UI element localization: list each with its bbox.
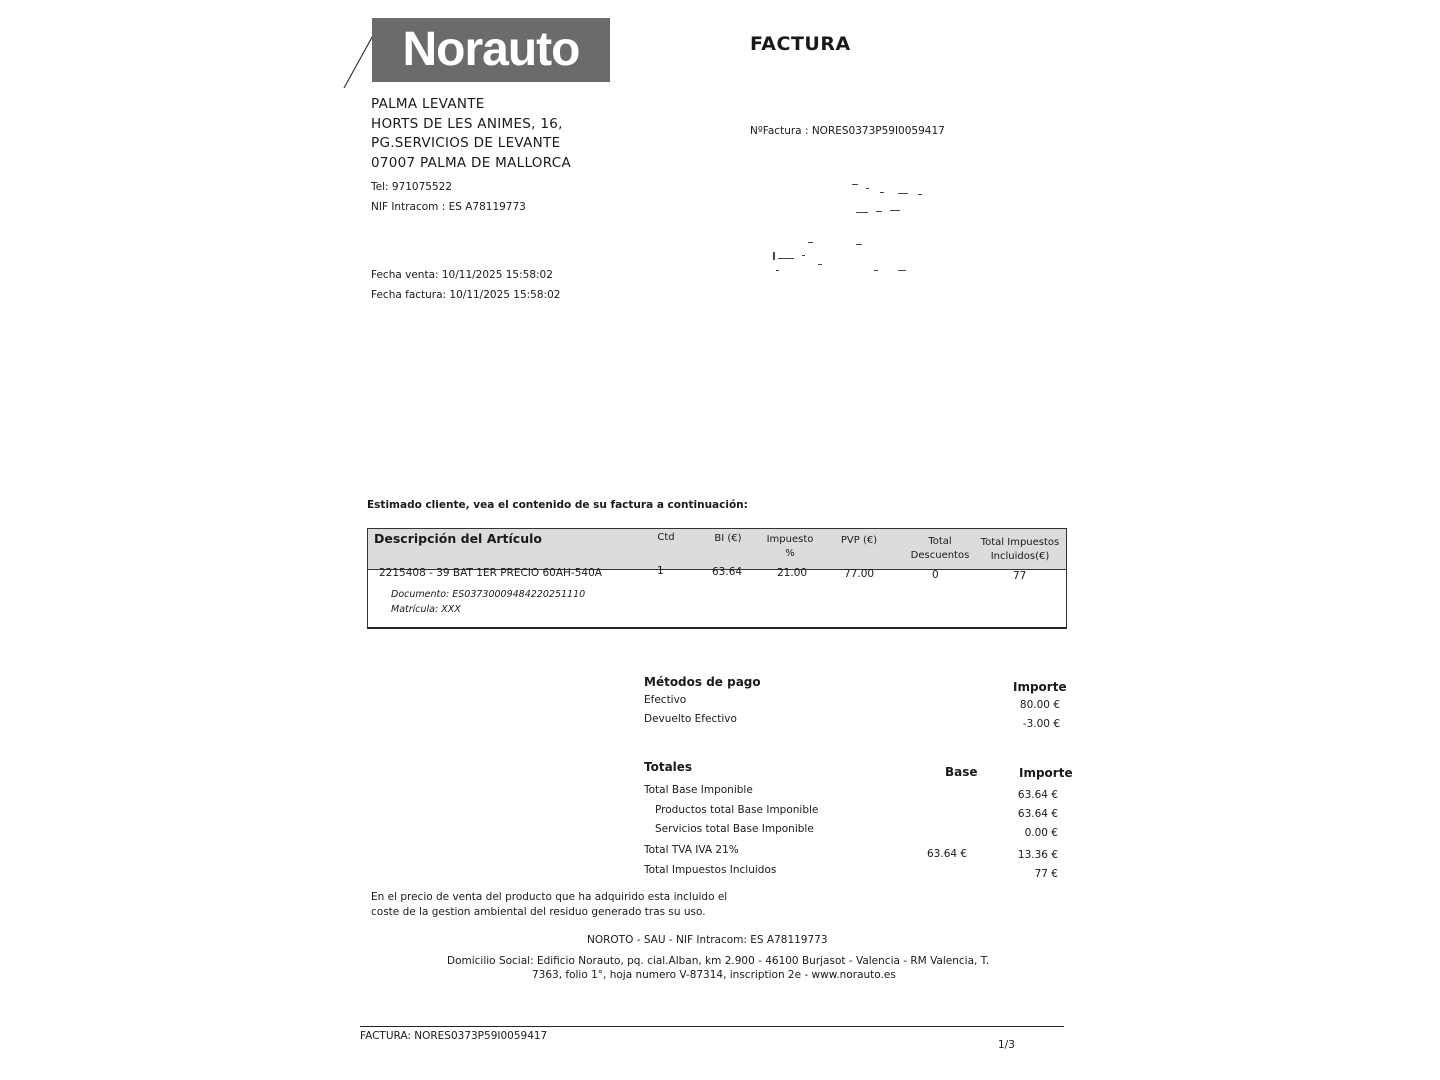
sale-date: Fecha venta: 10/11/2025 15:58:02 [371, 269, 553, 281]
header-qty: Ctd [657, 532, 675, 543]
footer-domicile-line-1: Domicilio Social: Edificio Norauto, pq. cial.Alban, km 2.900 - 46100 Burjasot - Valencia - RM Valencia, T. [447, 955, 990, 967]
header-discounts [906, 535, 974, 563]
store-tel: Tel: 971075522 [371, 181, 453, 193]
store-name: PALMA LEVANTE [371, 96, 485, 112]
header-discounts-line-1: Total [928, 536, 952, 547]
payment-title: Métodos de pago [644, 675, 761, 689]
header-total [976, 536, 1064, 564]
items-table-header [368, 529, 1066, 570]
row-description: 2215408 - 39 BAT 1ER PRECIO 60AH-540A [379, 567, 602, 579]
payment-amount-change: -3.00 € [1022, 718, 1060, 730]
totals-title: Totales [644, 760, 693, 774]
row-documento: Documento: ES03730009484220251110 [391, 589, 586, 600]
row-total: 77 [1013, 570, 1027, 582]
totals-amount-base: 63.64 € [1017, 789, 1058, 801]
footer-divider [360, 1026, 1064, 1027]
footer-invoice-ref: FACTURA: NORES0373P59I0059417 [360, 1030, 548, 1042]
store-address-line-1: HORTS DE LES ANIMES, 16, [371, 115, 563, 132]
store-address-line-3: 07007 PALMA DE MALLORCA [371, 154, 571, 171]
invoice-date: Fecha factura: 10/11/2025 15:58:02 [371, 289, 561, 301]
header-total-line-2: Incluidos(€) [990, 551, 1050, 562]
footer-domicile-line-2: 7363, folio 1°, hoja numero V-87314, inscription 2e - www.norauto.es [532, 969, 896, 981]
note-line-2: coste de la gestion ambiental del residuo generado tras su uso. [371, 906, 706, 918]
totals-label-services: Servicios total Base Imponible [655, 823, 814, 835]
totals-amount-iva: 13.36 € [1017, 849, 1058, 861]
row-matricula: Matrícula: XXX [391, 604, 461, 615]
payment-amount-cash: 80.00 € [1019, 699, 1060, 711]
header-discounts-line-2: Descuentos [910, 550, 970, 561]
totals-amount-taxes-included: 77 € [1034, 868, 1058, 880]
header-tax [760, 533, 820, 561]
totals-amount-products: 63.64 € [1017, 808, 1058, 820]
header-description: Descripción del Artículo [374, 531, 542, 546]
invoice-number: NºFactura : NORES0373P59I0059417 [750, 125, 945, 137]
totals-amount-header: Importe [1019, 766, 1073, 780]
store-address [371, 95, 571, 173]
totals-label-products: Productos total Base Imponible [655, 804, 819, 816]
totals-base-iva: 63.64 € [927, 848, 968, 860]
header-tax-line-2: % [785, 548, 795, 559]
intro-text: Estimado cliente, vea el contenido de su factura a continuación: [367, 499, 748, 511]
header-total-line-1: Total Impuestos [980, 537, 1060, 548]
store-nif: NIF Intracom : ES A78119773 [371, 201, 526, 213]
row-tax: 21.00 [777, 567, 808, 579]
footer-company: NOROTO - SAU - NIF Intracom: ES A78119773 [587, 934, 828, 946]
totals-label-base: Total Base Imponible [644, 784, 753, 796]
totals-label-taxes-included: Total Impuestos Incluidos [644, 864, 777, 876]
note-line-1: En el precio de venta del producto que ha adquirido esta incluido el [371, 891, 728, 903]
payment-label-change: Devuelto Efectivo [644, 713, 737, 725]
header-tax-line-1: Impuesto [766, 534, 814, 545]
payment-amount-header: Importe [1013, 680, 1067, 694]
norauto-logo: Norauto [372, 18, 610, 82]
totals-label-iva: Total TVA IVA 21% [644, 844, 739, 856]
store-address-line-2: PG.SERVICIOS DE LEVANTE [371, 135, 561, 151]
header-bi: BI (€) [714, 533, 742, 544]
totals-amount-services: 0.00 € [1024, 827, 1058, 839]
row-qty: 1 [657, 565, 664, 577]
row-pvp: 77.00 [844, 568, 875, 580]
document-title: FACTURA [750, 33, 851, 55]
items-table [367, 528, 1067, 629]
page-number: 1/3 [998, 1039, 1015, 1051]
header-pvp: PVP (€) [840, 535, 878, 546]
row-discount: 0 [932, 569, 939, 581]
payment-label-cash: Efectivo [644, 694, 687, 706]
row-bi: 63.64 [712, 566, 743, 578]
totals-base-header: Base [945, 765, 978, 779]
